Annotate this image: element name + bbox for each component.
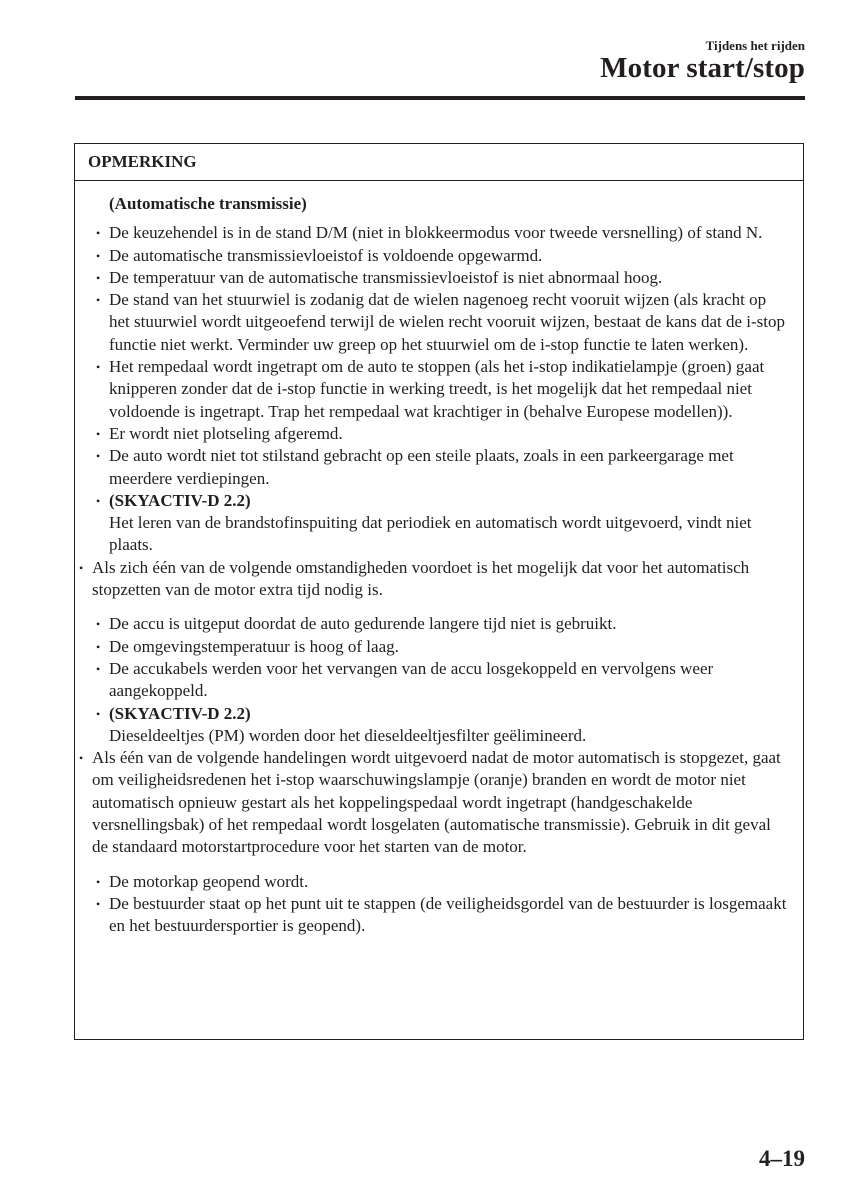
bullet-icon: • [96,661,101,676]
bullet-icon: • [96,293,101,308]
bullet-icon: • [96,874,101,889]
list-item: • De automatische transmissievloeistof is voldoende opgewarmd. [109,245,789,267]
list-item: • Er wordt niet plotseling afgeremd. [109,423,789,445]
skyactiv-label: (SKYACTIV-D 2.2) [109,490,251,510]
bullet-icon: • [96,493,101,508]
list-item: • Als zich één van de volgende omstandigheden voordoet is het mogelijk dat voor het automatisch stopzetten van de motor extra tijd nodig is. • De accu is uitgeput doordat de auto gedurende langere tijd niet is gebruikt. • De omgevingstemperatuur is hoog of laag. • De accukabels werden voor het vervangen van de accu losgekoppeld en vervolgens weer aangekoppeld. • (SKYACTIV-D 2.2) Dieseldeeltjes (PM) worden door het dieseldeeltjesfilter geëlimineerd. [92,557,789,747]
list-item: • De stand van het stuurwiel is zodanig dat de wielen nagenoeg recht vooruit wijzen (als kracht op het stuurwiel wordt uitgeoefend terwijl de wielen recht vooruit wijzen, bestaat de kans dat de i-stop functie niet werkt. Verminder uw greep op het stuurwiel om de i-stop functie te laten werken). [96,290,786,354]
bullet-icon: • [96,617,101,632]
list-item: • Als één van de volgende handelingen wordt uitgevoerd nadat de motor automatisch is stopgezet, gaat om veiligheidsredenen het i-stop waarschuwingslampje (oranje) branden en wordt de motor niet automatisch opnieuw gestart als het koppelingspedaal wordt ingetrapt (handgeschakelde versnellingsbak) of het rempedaal wordt losgelaten (automatische transmissie). Gebruik in dit geval de standaard motorstartprocedure voor het starten van de motor. • De motorkap geopend wordt. • De bestuurder staat op het punt uit te stappen (de veiligheidsgordel van de bestuurder is losgemaakt en het bestuurdersportier is geopend). [92,747,789,937]
bullet-icon: • [96,896,101,911]
bullet-icon: • [96,426,101,441]
bullet-icon: • [96,449,101,464]
bullet-icon: • [79,751,84,766]
bullet-icon: • [96,639,101,654]
list-item [96,703,789,748]
auto-conditions-list [96,222,789,556]
note-body [75,181,803,938]
restart-list [96,871,789,938]
bullet-icon: • [96,706,101,721]
list-item: • De temperatuur van de automatische transmissievloeistof is niet abnormaal hoog. [109,267,789,289]
note-box [74,143,804,1040]
note-subheading: (Automatische transmissie) [109,194,307,213]
note-heading: OPMERKING [75,144,803,181]
page-title: Motor start/stop [600,52,805,84]
skyactiv-label: (SKYACTIV-D 2.2) [109,703,251,723]
list-item [96,490,789,557]
header-divider [75,96,805,100]
list-item: • Het rempedaal wordt ingetrapt om de auto te stoppen (als het i-stop indikatielampje (groen) gaat knipperen zonder dat de i-stop functie in werking treedt, is het mogelijk dat het rempedaal niet voldoende is ingetrapt. Trap het rempedaal wat krachtiger in (behalve Europese modellen)). [96,357,765,421]
list-item: • De bestuurder staat op het punt uit te stappen (de veiligheidsgordel van de bestuurder is losgemaakt en het bestuurdersportier is geopend). [96,893,787,936]
bullet-icon: • [96,226,101,241]
bullet-icon: • [79,560,84,575]
list-item: • De omgevingstemperatuur is hoog of laag. [109,636,789,658]
list-item: • De motorkap geopend wordt. [109,871,789,893]
extra-time-list [96,613,789,747]
bullet-icon: • [96,270,101,285]
top-level-list [79,557,789,938]
list-item: • De accu is uitgeput doordat de auto gedurende langere tijd niet is gebruikt. [109,613,789,635]
skyactiv-text: Dieseldeeltjes (PM) worden door het dieseldeeltjesfilter geëlimineerd. [109,725,587,745]
section-label: Tijdens het rijden [705,38,805,53]
bullet-icon: • [96,248,101,263]
page-number: 4–19 [759,1146,805,1171]
skyactiv-text: Het leren van de brandstofinspuiting dat periodiek en automatisch wordt uitgevoerd, vindt niet plaats. [109,513,752,555]
list-item: • De auto wordt niet tot stilstand gebracht op een steile plaats, zoals in een parkeergarage met meerdere verdiepingen. [96,446,734,488]
bullet-icon: • [96,360,101,375]
list-item: • De keuzehendel is in de stand D/M (niet in blokkeermodus voor tweede versnelling) of stand N. [109,222,789,244]
list-item: • De accukabels werden voor het vervangen van de accu losgekoppeld en vervolgens weer aangekoppeld. [96,658,714,701]
